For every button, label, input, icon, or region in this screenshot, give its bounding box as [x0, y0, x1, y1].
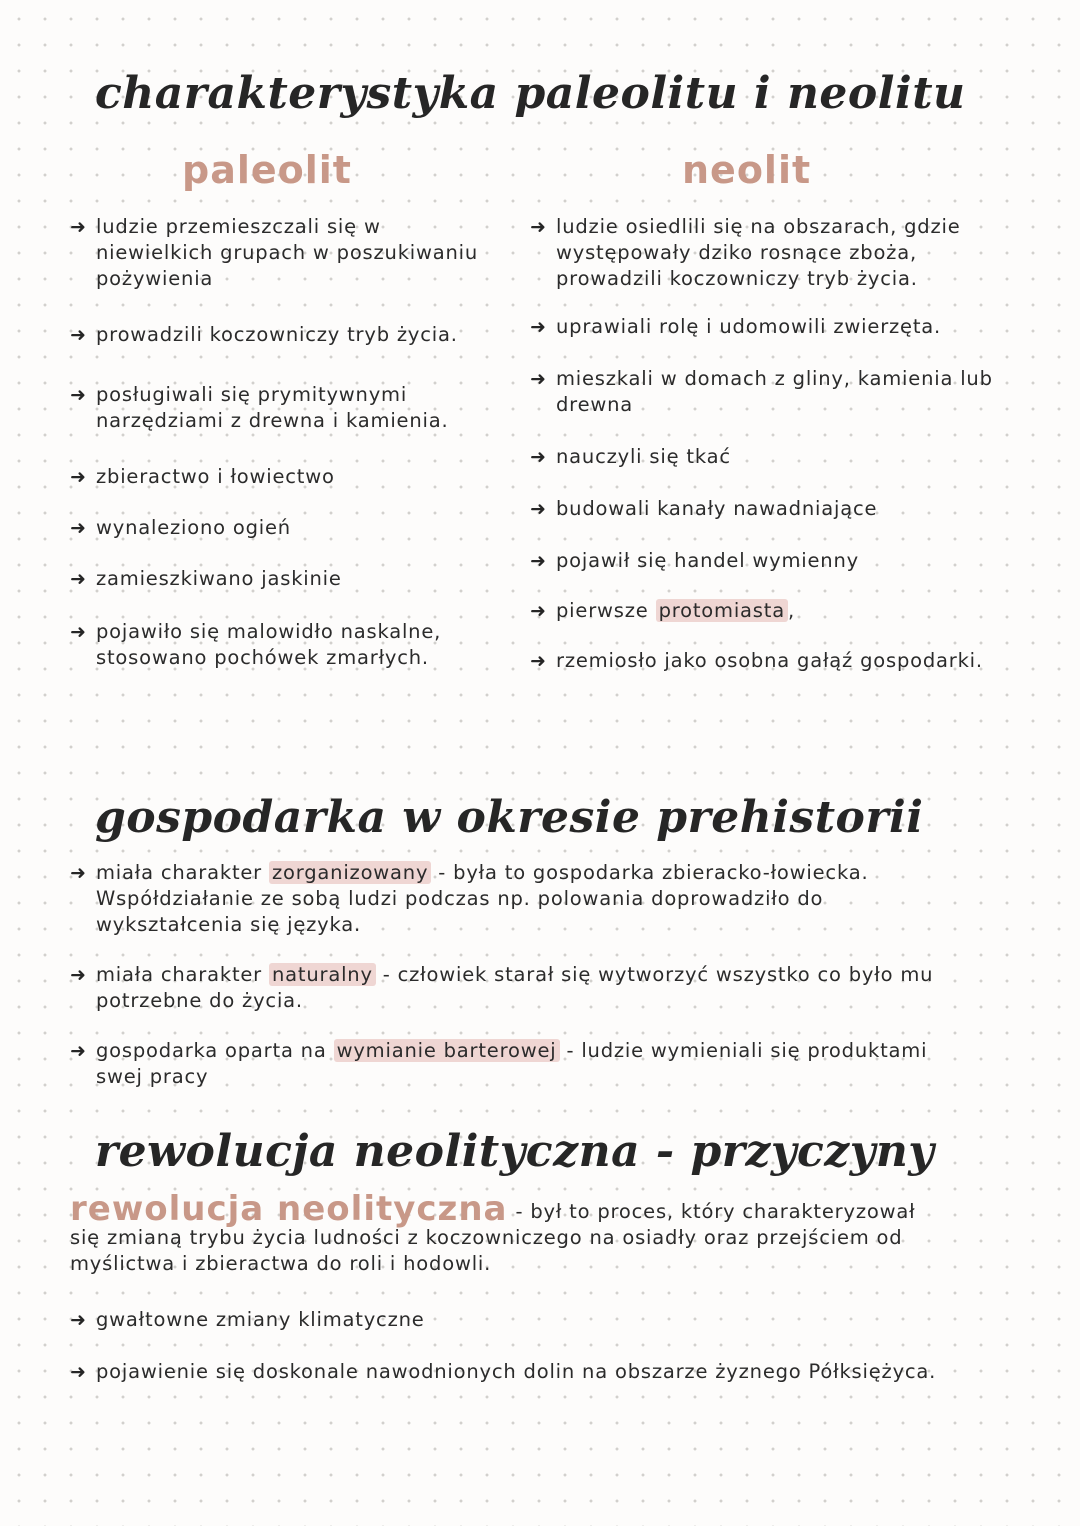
arrow-right-icon: ➜ [70, 517, 87, 539]
arrow-right-icon: ➜ [530, 216, 547, 238]
list-item [530, 314, 1010, 340]
item-text: budowali kanały nawadniające [556, 497, 878, 520]
item-text: posługiwali się prymitywnymi narzędziami z drewna i kamienia. [96, 383, 449, 432]
list-item [530, 214, 1010, 292]
item-text: , [787, 599, 795, 622]
item-text: ludzie przemieszczali się w niewielkich grupach w poszukiwaniu pożywienia [96, 215, 479, 290]
economy-list [70, 860, 950, 1114]
list-item [70, 566, 500, 592]
list-item [70, 464, 500, 490]
list-item [70, 1307, 950, 1333]
highlighted-term: wymianie barterowej [334, 1039, 560, 1062]
list-item [70, 860, 950, 938]
item-text: mieszkali w domach z gliny, kamienia lub drewna [556, 367, 993, 416]
list-item [530, 648, 1010, 674]
item-text: prowadzili koczowniczy tryb życia. [96, 323, 458, 346]
list-item [70, 515, 500, 541]
arrow-right-icon: ➜ [530, 316, 547, 338]
item-text: pojawienie się doskonale nawodnionych dolin na obszarze żyznego Półksiężyca. [96, 1360, 937, 1383]
arrow-right-icon: ➜ [530, 550, 547, 572]
arrow-right-icon: ➜ [70, 862, 87, 884]
item-text: zamieszkiwano jaskinie [96, 567, 342, 590]
item-text: - ludzie wymieniali się produktami swej pracy [96, 1039, 928, 1088]
list-item [530, 366, 1010, 418]
arrow-right-icon: ➜ [530, 650, 547, 672]
item-text: miała charakter [96, 963, 269, 986]
arrow-right-icon: ➜ [530, 446, 547, 468]
arrow-right-icon: ➜ [70, 324, 87, 346]
column-heading-paleolit: paleolit [182, 148, 352, 192]
arrow-right-icon: ➜ [70, 1040, 87, 1062]
section-title-characteristics: charakterystyka paleolitu i neolitu [95, 68, 966, 119]
item-text: - była to gospodarka zbieracko-łowiecka. Współdziałanie ze sobą ludzi podczas np. polowania doprowadziło do wykształcenia się języka. [96, 861, 869, 936]
item-text: rzemiosło jako osobna gałąź gospodarki. [556, 649, 983, 672]
paleolit-list [70, 214, 500, 671]
definition-text: - był to proces, który charakteryzował się zmianą trybu życia ludności z koczowniczego na osiadły oraz przejściem od myślictwa i zbieractwa do roli i hodowli. [70, 1200, 916, 1275]
arrow-right-icon: ➜ [70, 568, 87, 590]
arrow-right-icon: ➜ [70, 466, 87, 488]
list-item [70, 1038, 950, 1090]
arrow-right-icon: ➜ [70, 1309, 87, 1331]
highlighted-term: zorganizowany [269, 861, 431, 884]
list-item [70, 962, 950, 1014]
list-item [530, 496, 1010, 522]
list-item [70, 382, 500, 434]
arrow-right-icon: ➜ [70, 216, 87, 238]
arrow-right-icon: ➜ [530, 368, 547, 390]
defined-term: rewolucja neolityczna [70, 1189, 508, 1229]
item-text: zbieractwo i łowiectwo [96, 465, 335, 488]
item-text: pierwsze [556, 599, 656, 622]
list-item [70, 1359, 950, 1385]
item-text: uprawiali rolę i udomowili zwierzęta. [556, 315, 942, 338]
arrow-right-icon: ➜ [530, 600, 547, 622]
section-title-revolution: rewolucja neolityczna - przyczyny [95, 1126, 935, 1177]
item-text: miała charakter [96, 861, 269, 884]
highlighted-term: protomiasta [656, 599, 788, 622]
arrow-right-icon: ➜ [70, 384, 87, 406]
item-text: gospodarka oparta na [96, 1039, 334, 1062]
highlighted-term: naturalny [269, 963, 376, 986]
list-item [70, 214, 500, 292]
list-item [530, 598, 1010, 624]
arrow-right-icon: ➜ [70, 964, 87, 986]
item-text: gwałtowne zmiany klimatyczne [96, 1308, 425, 1331]
item-text: ludzie osiedlili się na obszarach, gdzie występowały dziko rosnące zboża, prowadzili koczowniczy tryb życia. [556, 215, 961, 290]
arrow-right-icon: ➜ [530, 498, 547, 520]
revolution-definition [70, 1189, 950, 1277]
section-title-economy: gospodarka w okresie prehistorii [95, 792, 924, 843]
item-text: nauczyli się tkać [556, 445, 731, 468]
list-item [70, 619, 500, 671]
arrow-right-icon: ➜ [70, 1361, 87, 1383]
arrow-right-icon: ➜ [70, 621, 87, 643]
neolit-list [530, 214, 1010, 674]
revolution-section [70, 1189, 950, 1411]
list-item [530, 444, 1010, 470]
column-heading-neolit: neolit [682, 148, 812, 192]
item-text: - człowiek starał się wytworzyć wszystko co było mu potrzebne do życia. [96, 963, 934, 1012]
list-item [70, 322, 500, 348]
item-text: pojawił się handel wymienny [556, 549, 859, 572]
item-text: wynaleziono ogień [96, 516, 291, 539]
item-text: pojawiło się malowidło naskalne, stosowano pochówek zmarłych. [96, 620, 442, 669]
list-item [530, 548, 1010, 574]
